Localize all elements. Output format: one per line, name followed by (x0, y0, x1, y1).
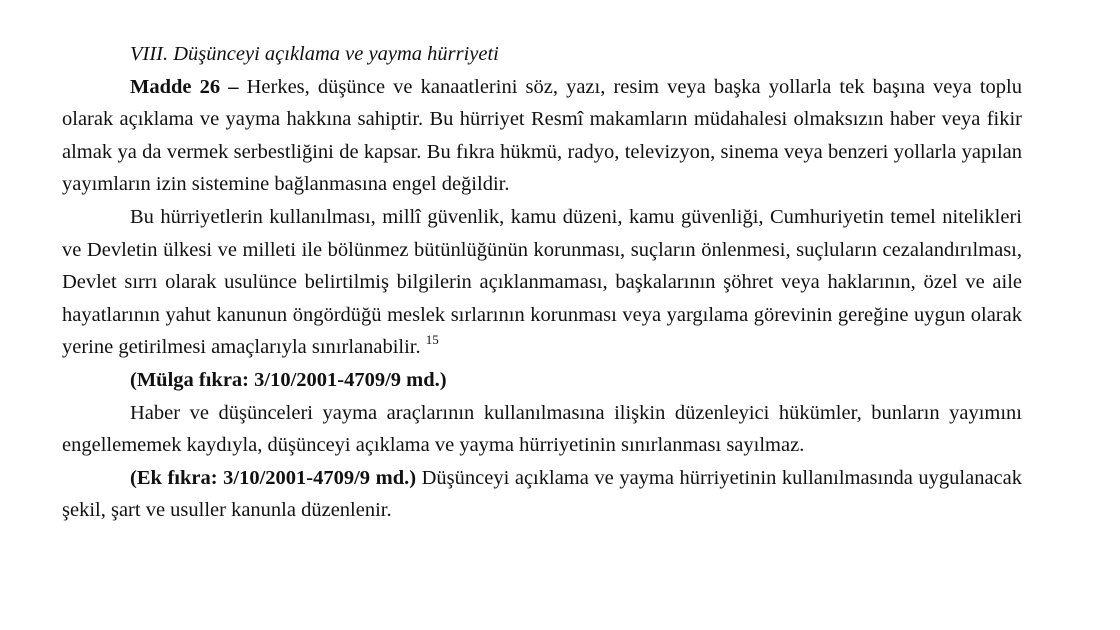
paragraph-1-text: Herkes, düşünce ve kanaatlerini söz, yazı, resim veya başka yollarla tek başına veya toplu olarak açıklama ve yayma hakkına sahiptir. Bu hürriyet Resmî makamların müdahalesi olmaksızın haber veya fikir almak ya da vermek serbestliğini de kapsar. Bu fıkra hükmü, radyo, televizyon, sinema veya benzeri yollarla yapılan yayımların izin sistemine bağlanmasına engel değildir. (62, 75, 1023, 196)
article-26-paragraph-1 (62, 71, 1022, 201)
paragraph-3-text: Haber ve düşünceleri yayma araçlarının kullanılmasına ilişkin düzenleyici hükümler, bunların yayımını engellememek kaydıyla, düşünceyi açıklama ve yayma hürriyetinin sınırlanması sayılmaz. (62, 401, 1022, 457)
document-page (62, 38, 1022, 527)
article-26-paragraph-2 (62, 201, 1022, 364)
article-label: Madde 26 – (130, 75, 239, 98)
paragraph-4-text: Düşünceyi açıklama ve yayma hürriyetinin kullanılmasında uygulanacak şekil, şart ve usuller kanunla düzenlenir. (62, 466, 1022, 522)
repealed-paragraph-label: (Mülga fıkra: 3/10/2001-4709/9 md.) (130, 368, 447, 391)
footnote-reference: 15 (425, 331, 439, 347)
added-paragraph-label: (Ek fıkra: 3/10/2001-4709/9 md.) (130, 466, 417, 489)
section-heading: VIII. Düşünceyi açıklama ve yayma hürriyeti (130, 43, 499, 65)
article-26-paragraph-4 (62, 462, 1022, 527)
article-26-paragraph-3 (62, 397, 1022, 462)
paragraph-2-text: Bu hürriyetlerin kullanılması, millî güvenlik, kamu düzeni, kamu güvenliği, Cumhuriyetin temel nitelikleri ve Devletin ülkesi ve milleti ile bölünmez bütünlüğünün korunması, suçların önlenmesi, suçluların cezalandırılması, Devlet sırrı olarak usulünce belirtilmiş bilgilerin açıklanmaması, başkalarının şöhret veya haklarının, özel ve aile hayatlarının yahut kanunun öngördüğü meslek sırlarının korunması veya yargılama görevinin gereğine uygun olarak yerine getirilmesi amaçlarıyla sınırlanabilir. (62, 205, 1022, 359)
